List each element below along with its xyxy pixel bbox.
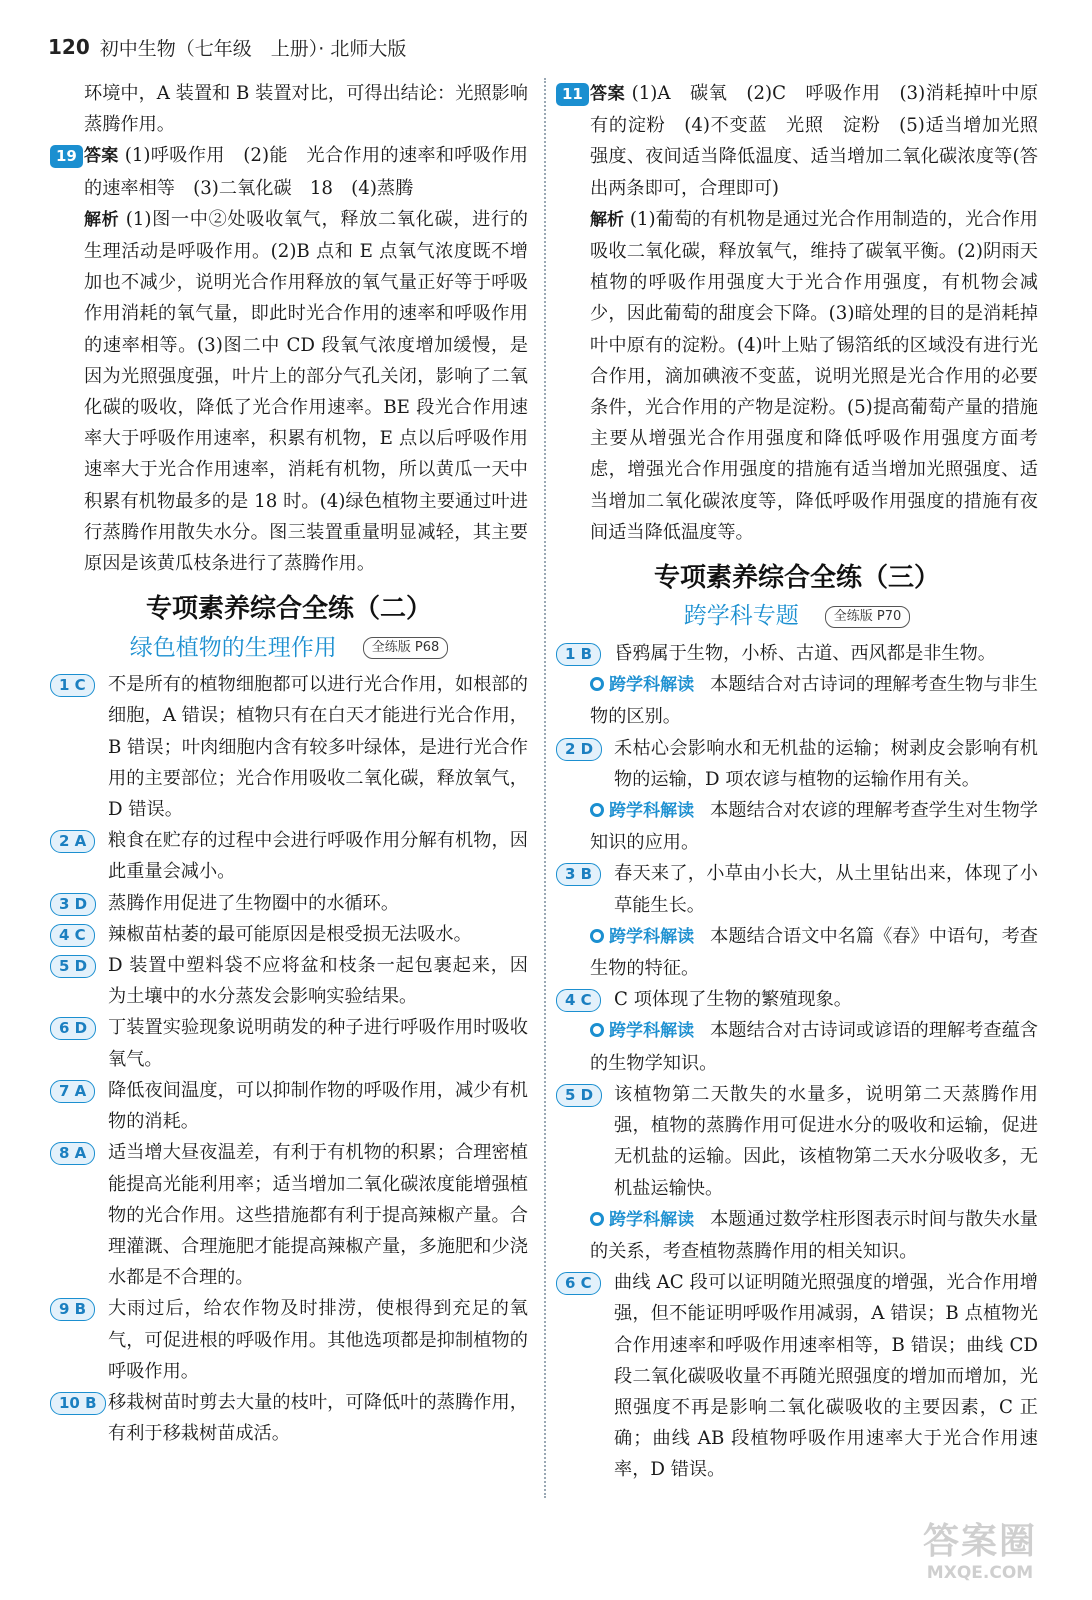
answer-explanation: 禾枯心会影响水和无机盐的运输；树剥皮会影响有机物的运输，D 项农谚与植物的运输作用有关。 bbox=[614, 737, 1038, 790]
intro-text: 环境中，A 装置和 B 装置对比，可得出结论：光照影响蒸腾作用。 bbox=[84, 83, 528, 136]
cross-discipline-label bbox=[590, 675, 694, 695]
section-title-2: 专项素养综合全练（二） bbox=[145, 594, 432, 625]
answer-badge: 6 C bbox=[556, 1272, 601, 1295]
answer-item bbox=[556, 984, 1038, 1015]
answer-explanation: 曲线 AC 段可以证明随光照强度的增强，光合作用增强，但不能证明呼吸作用减弱，A 错误；B 点植物光合作用速率和呼吸作用速率相等，B 错误；曲线 CD 段二氧化碳吸收量不再随光照强度的增加而增加，光照强度不再是影响二氧化碳吸收的主要因素，C 正确；曲线 AB 段植物呼吸作用速率大于光合作用速率，D 错误。 bbox=[614, 1272, 1038, 1481]
page-number: 120 bbox=[48, 35, 90, 59]
answer-badge: 7 A bbox=[50, 1080, 95, 1103]
answer-item bbox=[50, 669, 528, 825]
cross-discipline-label-text: 跨学科解读 bbox=[609, 801, 695, 822]
question-19 bbox=[50, 140, 528, 203]
answer-item bbox=[50, 950, 528, 1012]
answer-item bbox=[556, 733, 1038, 795]
answer-badge: 4 C bbox=[50, 924, 95, 947]
answer-item bbox=[50, 1387, 528, 1449]
answer-item bbox=[50, 1075, 528, 1137]
answer-item bbox=[50, 825, 528, 887]
answer-badge: 2 A bbox=[50, 830, 95, 853]
section-subtitle-3: 跨学科专题 bbox=[683, 603, 799, 630]
answer-explanation: 适当增大昼夜温差，有利于有机物的积累；合理密植能提高光能利用率；适当增加二氧化碳浓度能增强植物的光合作用。这些措施都有利于提高辣椒产量。合理灌溉、合理施肥才能提高辣椒产量，多施肥和少浇水都是不合理的。 bbox=[108, 1142, 528, 1289]
analysis-11 bbox=[556, 204, 1038, 548]
cross-discipline-label-text: 跨学科解读 bbox=[609, 926, 695, 947]
section-subtitle-row-2 bbox=[50, 631, 528, 665]
cross-discipline-label-text: 跨学科解读 bbox=[609, 675, 695, 696]
cross-discipline-note bbox=[556, 1015, 1038, 1078]
question-11 bbox=[556, 78, 1038, 204]
cross-discipline-label bbox=[590, 1021, 694, 1041]
answer-badge: 3 D bbox=[50, 893, 96, 916]
answer-badge: 9 B bbox=[50, 1298, 95, 1321]
answer-list-3 bbox=[556, 638, 1038, 1485]
section-subtitle-2: 绿色植物的生理作用 bbox=[129, 634, 337, 661]
answer-badge: 6 D bbox=[50, 1017, 96, 1040]
answer-badge: 3 B bbox=[556, 863, 601, 886]
answer-explanation: 该植物第二天散失的水量多，说明第二天蒸腾作用强，植物的蒸腾作用可促进水分的吸收和运输，促进无机盐的运输。因此，该植物第二天水分吸收多，无机盐运输快。 bbox=[614, 1083, 1038, 1199]
answer-explanation: 不是所有的植物细胞都可以进行光合作用，如根部的细胞，A 错误；植物只有在白天才能进行光合作用，B 错误；叶肉细胞内含有较多叶绿体，是进行光合作用的主要部位；光合作用吸收二氧化碳，释放氧气，D 错误。 bbox=[108, 674, 528, 821]
cross-discipline-note bbox=[556, 1204, 1038, 1267]
cross-discipline-note bbox=[556, 921, 1038, 984]
question-number-badge: 11 bbox=[556, 83, 589, 106]
answer-explanation: 蒸腾作用促进了生物圈中的水循环。 bbox=[108, 892, 400, 914]
answer-badge: 8 A bbox=[50, 1142, 95, 1165]
right-column bbox=[556, 78, 1038, 1486]
answer-item bbox=[556, 1079, 1038, 1204]
cross-discipline-note bbox=[556, 795, 1038, 858]
cross-discipline-label bbox=[590, 1210, 694, 1230]
circle-bullet-icon bbox=[590, 929, 604, 943]
cross-discipline-text: 本题结合语文中名篇《春》中语句，考查生物的特征。 bbox=[590, 925, 1038, 980]
analysis-label: 解析 bbox=[84, 209, 120, 230]
watermark-logo bbox=[900, 1522, 1060, 1592]
question-number-badge: 19 bbox=[50, 145, 83, 168]
left-column bbox=[50, 78, 528, 1449]
answer-explanation: 昏鸦属于生物，小桥、古道、西风都是非生物。 bbox=[614, 643, 996, 665]
cross-discipline-text: 本题通过数学柱形图表示时间与散失水量的关系，考查植物蒸腾作用的相关知识。 bbox=[590, 1208, 1038, 1262]
answer-badge: 5 D bbox=[50, 955, 96, 978]
cross-discipline-text: 本题结合对古诗词或谚语的理解考查蕴含的生物学知识。 bbox=[590, 1020, 1038, 1074]
answer-explanation: 移栽树苗时剪去大量的枝叶，可降低叶的蒸腾作用，有利于移栽树苗成活。 bbox=[108, 1391, 528, 1445]
answer-item bbox=[50, 1137, 528, 1293]
analysis-text: (1)图一中②处吸收氧气，释放二氧化碳，进行的生理活动是呼吸作用。(2)B 点和 E 点氧气浓度既不增加也不减少，说明光合作用释放的氧气量正好等于呼吸作用消耗的氧气量，即此时光合作用的速率和呼吸作用的速率相等。(3)图二中 CD 段氧气浓度增加缓慢，是因为光照强度强，叶片上的部分气孔关闭，影响了二氧化碳的吸收，降低了光合作用速率。BE 段光合作用速率大于呼吸作用速率，积累有机物，E 点以后呼吸作用速率大于光合作用速率，消耗有机物，所以黄瓜一天中积累有机物最多的是 18 时。(4)绿色植物主要通过叶进行蒸腾作用散失水分。图三装置重量明显减轻，其主要原因是该黄瓜枝条进行了蒸腾作用。 bbox=[84, 208, 528, 575]
circle-bullet-icon bbox=[590, 803, 604, 817]
cross-discipline-text: 本题结合对古诗词的理解考查生物与非生物的区别。 bbox=[590, 674, 1038, 728]
section-subtitle-row-3 bbox=[556, 600, 1038, 634]
answer-text: (1)呼吸作用 (2)能 光合作用的速率和呼吸作用的速率相等 (3)二氧化碳 18 (4)蒸腾 bbox=[84, 145, 528, 199]
page-reference-2: 全练版 P68 bbox=[363, 637, 449, 659]
answer-item bbox=[50, 1012, 528, 1074]
analysis-text: (1)葡萄的有机物是通过光合作用制造的，光合作用吸收二氧化碳，释放氧气，维持了碳氧平衡。(2)阴雨天植物的呼吸作用强度大于光合作用强度，有机物会减少，因此葡萄的甜度会下降。(3)暗处理的目的是消耗掉叶中原有的淀粉。(4)叶上贴了锡箔纸的区域没有进行光合作用，滴加碘液不变蓝，说明光照是光合作用的必要条件，光合作用的产物是淀粉。(5)提高葡萄产量的措施主要从增强光合作用强度和降低呼吸作用强度方面考虑，增强光合作用强度的措施有适当增加光照强度、适当增加二氧化碳浓度等，降低呼吸作用强度的措施有夜间适当降低温度等。 bbox=[590, 208, 1038, 543]
cross-discipline-label-text: 跨学科解读 bbox=[609, 1021, 695, 1042]
answer-item bbox=[50, 919, 528, 950]
page-reference-3: 全练版 P70 bbox=[825, 606, 911, 628]
cross-discipline-note bbox=[556, 669, 1038, 732]
column-divider bbox=[544, 78, 546, 1498]
section-title-3: 专项素养综合全练（三） bbox=[653, 563, 940, 594]
cross-discipline-label bbox=[590, 801, 694, 821]
answer-badge: 5 D bbox=[556, 1084, 602, 1107]
circle-bullet-icon bbox=[590, 677, 604, 691]
answer-text: (1)A 碳氧 (2)C 呼吸作用 (3)消耗掉叶中原有的淀粉 (4)不变蓝 光照 淀粉 (5)适当增加光照强度、夜间适当降低温度、适当增加二氧化碳浓度等(答出两条即可，合理即可) bbox=[590, 83, 1039, 199]
answer-explanation: 丁装置实验现象说明萌发的种子进行呼吸作用时吸收氧气。 bbox=[108, 1017, 528, 1070]
cross-discipline-label-text: 跨学科解读 bbox=[609, 1209, 695, 1230]
answer-explanation: 春天来了，小草由小长大，从土里钻出来，体现了小草能生长。 bbox=[614, 863, 1038, 916]
analysis-label: 解析 bbox=[590, 209, 625, 230]
watermark-line2: MXQE.COM bbox=[926, 1563, 1034, 1583]
analysis-19 bbox=[50, 204, 528, 579]
cross-discipline-text: 本题结合对农谚的理解考查学生对生物学知识的应用。 bbox=[590, 800, 1038, 854]
answer-item bbox=[556, 858, 1038, 920]
answer-badge: 2 D bbox=[556, 738, 602, 761]
answer-list-2 bbox=[50, 669, 528, 1449]
answer-badge: 10 B bbox=[50, 1392, 106, 1415]
book-title: 初中生物（七年级 上册）· 北师大版 bbox=[99, 37, 407, 60]
answer-item bbox=[556, 638, 1038, 669]
cross-discipline-label bbox=[590, 927, 694, 947]
answer-label: 答案 bbox=[84, 146, 119, 167]
answer-item bbox=[556, 1267, 1038, 1485]
watermark-line1: 答案圈 bbox=[922, 1521, 1037, 1562]
answer-badge: 4 C bbox=[556, 989, 601, 1012]
answer-explanation: 大雨过后，给农作物及时排涝，使根得到充足的氧气，可促进根的呼吸作用。其他选项都是抑制植物的呼吸作用。 bbox=[108, 1298, 528, 1382]
answer-badge: 1 B bbox=[556, 643, 601, 666]
answer-explanation: D 装置中塑料袋不应将盆和枝条一起包裹起来，因为土壤中的水分蒸发会影响实验结果。 bbox=[108, 955, 528, 1008]
answer-item bbox=[50, 1293, 528, 1387]
answer-explanation: 辣椒苗枯萎的最可能原因是根受损无法吸水。 bbox=[108, 923, 472, 945]
page-header bbox=[48, 30, 406, 64]
answer-explanation: 降低夜间温度，可以抑制作物的呼吸作用，减少有机物的消耗。 bbox=[108, 1079, 528, 1133]
answer-explanation: C 项体现了生物的繁殖现象。 bbox=[614, 989, 852, 1011]
answer-label: 答案 bbox=[590, 84, 626, 104]
circle-bullet-icon bbox=[590, 1212, 604, 1226]
answer-item bbox=[50, 888, 528, 919]
circle-bullet-icon bbox=[590, 1023, 604, 1037]
answer-badge: 1 C bbox=[50, 674, 95, 697]
answer-explanation: 粮食在贮存的过程中会进行呼吸作用分解有机物，因此重量会减小。 bbox=[108, 830, 528, 883]
